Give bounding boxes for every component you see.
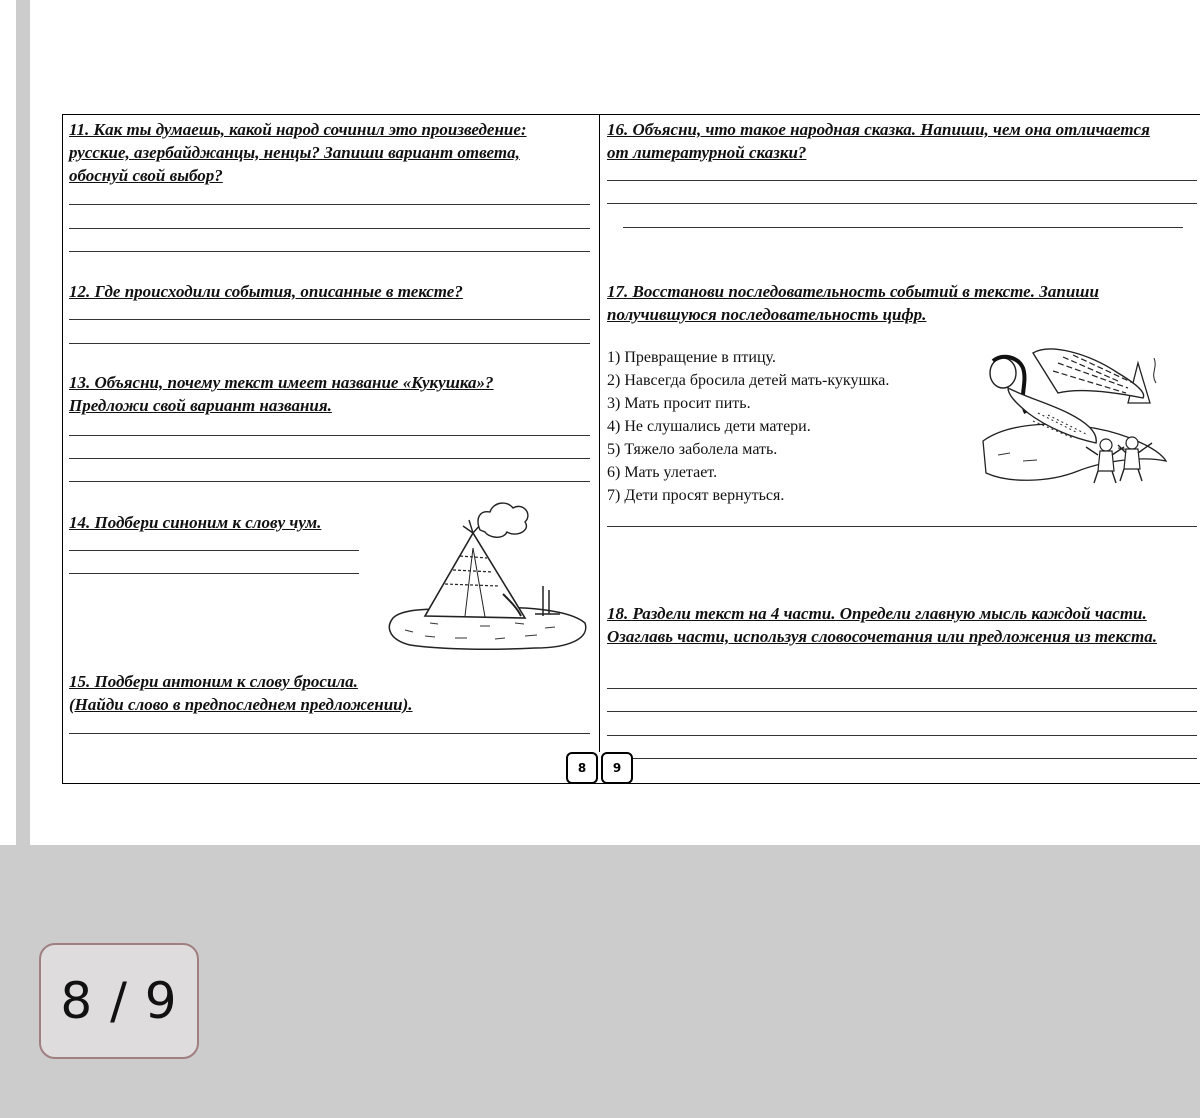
- question-15-line-2: (Найди слово в предпоследнем предложении).: [69, 695, 413, 714]
- answer-line: [69, 573, 359, 574]
- page-counter-badge[interactable]: 8 / 9: [39, 943, 199, 1059]
- question-13: 13. Объясни, почему текст имеет название «Кукушка»? Предложи свой вариант названия.: [69, 373, 494, 415]
- sequence-item-4: 4) Не слушались дети матери.: [607, 418, 811, 435]
- page-number-left: 8: [566, 752, 598, 784]
- answer-line: [69, 481, 590, 482]
- answer-line: [69, 550, 359, 551]
- sequence-item-3: 3) Мать просит пить.: [607, 395, 751, 412]
- column-divider: [599, 114, 600, 752]
- answer-line: [69, 319, 590, 320]
- answer-line: [69, 733, 590, 734]
- answer-line: [69, 251, 590, 252]
- sequence-item-2: 2) Навсегда бросила детей мать-кукушка.: [607, 372, 890, 389]
- question-16: 16. Объясни, что такое народная сказка. Напиши, чем она отличается от литературной сказки?: [607, 120, 1150, 162]
- question-14: 14. Подбери синоним к слову чум.: [69, 513, 322, 532]
- answer-line: [69, 343, 590, 344]
- question-17: 17. Восстанови последовательность событий в тексте. Запиши получившуюся последовательность цифр.: [607, 282, 1099, 324]
- question-11: 11. Как ты думаешь, какой народ сочинил это произведение: русские, азербайджанцы, ненцы? Запиши вариант ответа, обоснуй свой выбор?: [69, 120, 527, 185]
- answer-line: [607, 180, 1197, 181]
- answer-line: [69, 458, 590, 459]
- answer-line: [607, 735, 1197, 736]
- answer-line: [607, 711, 1197, 712]
- viewer-margin-gray: [16, 0, 30, 845]
- answer-line: [607, 688, 1197, 689]
- answer-line: [69, 228, 590, 229]
- page-number-right: 9: [601, 752, 633, 784]
- answer-line: [607, 526, 1197, 527]
- viewer-margin: [0, 0, 16, 845]
- question-12: 12. Где происходили события, описанные в тексте?: [69, 282, 463, 301]
- answer-line: [69, 204, 590, 205]
- sequence-item-7: 7) Дети просят вернуться.: [607, 487, 785, 504]
- question-15-line-1: 15. Подбери антоним к слову бросила.: [69, 672, 358, 691]
- sequence-item-5: 5) Тяжело заболела мать.: [607, 441, 778, 458]
- answer-line: [607, 203, 1197, 204]
- sequence-item-1: 1) Превращение в птицу.: [607, 349, 776, 366]
- answer-line: [69, 435, 590, 436]
- question-18: 18. Раздели текст на 4 части. Определи главную мысль каждой части. Озаглавь части, используя словосочетания или предложения из текста.: [607, 604, 1157, 646]
- cuckoo-mother-illustration: [978, 343, 1168, 501]
- chum-tent-illustration: [385, 498, 590, 666]
- answer-line: [623, 227, 1183, 228]
- answer-line: [607, 758, 1197, 759]
- sequence-item-6: 6) Мать улетает.: [607, 464, 718, 481]
